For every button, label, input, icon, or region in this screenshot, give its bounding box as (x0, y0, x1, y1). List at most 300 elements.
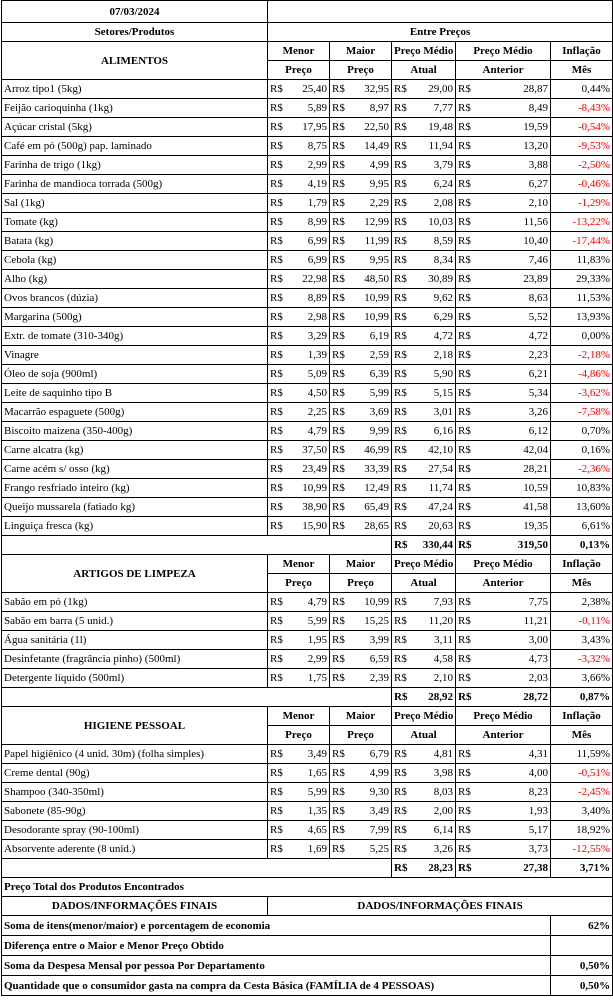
avg-current-price: 11,74 (409, 479, 456, 498)
currency-symbol: R$ (268, 479, 285, 498)
final-data-header-row (2, 897, 613, 916)
inflation-value: -4,86% (551, 365, 613, 384)
product-name: Sabonete (85-90g) (2, 802, 268, 821)
product-row (2, 479, 613, 498)
avg-previous-header: Preço Médio (456, 555, 551, 574)
min-price-header: Preço (268, 574, 330, 593)
currency-symbol: R$ (456, 80, 473, 99)
inflation-value: -0,54% (551, 118, 613, 137)
avg-current-price: 47,24 (409, 498, 456, 517)
avg-current-header: Atual (392, 574, 456, 593)
total-products-row (2, 878, 613, 897)
product-row (2, 118, 613, 137)
min-price: 4,50 (285, 384, 330, 403)
currency-symbol: R$ (392, 327, 409, 346)
product-name: Sabão em barra (5 unid.) (2, 612, 268, 631)
total-avg-current: 28,23 (409, 859, 456, 878)
avg-current-header: Atual (392, 61, 456, 80)
min-price: 38,90 (285, 498, 330, 517)
currency-symbol: R$ (268, 612, 285, 631)
avg-current-price: 5,15 (409, 384, 456, 403)
avg-current-price: 4,72 (409, 327, 456, 346)
currency-symbol: R$ (268, 365, 285, 384)
final-data-label: Soma de itens(menor/maior) e porcentagem de economia (2, 916, 551, 936)
final-data-row (2, 936, 613, 956)
currency-symbol: R$ (330, 612, 347, 631)
avg-previous-price: 7,75 (473, 593, 551, 612)
max-price: 28,65 (347, 517, 392, 536)
min-price: 4,19 (285, 175, 330, 194)
inflation-value: 18,92% (551, 821, 613, 840)
max-price: 48,50 (347, 270, 392, 289)
max-price: 33,39 (347, 460, 392, 479)
min-price-header: Menor (268, 42, 330, 61)
product-name: Biscoito maizena (350-400g) (2, 422, 268, 441)
currency-symbol: R$ (456, 194, 473, 213)
min-price: 8,75 (285, 137, 330, 156)
currency-symbol: R$ (392, 384, 409, 403)
product-name: Vinagre (2, 346, 268, 365)
currency-symbol: R$ (392, 612, 409, 631)
final-data-value: 62% (551, 916, 613, 936)
currency-symbol: R$ (392, 498, 409, 517)
avg-previous-price: 8,23 (473, 783, 551, 802)
avg-current-price: 6,14 (409, 821, 456, 840)
avg-current-price: 8,03 (409, 783, 456, 802)
product-name: Sal (1kg) (2, 194, 268, 213)
inflation-value: 13,60% (551, 498, 613, 517)
avg-current-price: 20,63 (409, 517, 456, 536)
product-name: Queijo mussarela (fatiado kg) (2, 498, 268, 517)
max-price-header: Maior (330, 42, 392, 61)
product-row (2, 422, 613, 441)
currency-symbol: R$ (456, 251, 473, 270)
currency-symbol: R$ (268, 745, 285, 764)
max-price-header: Preço (330, 726, 392, 745)
max-price: 3,49 (347, 802, 392, 821)
total-avg-current: 28,92 (409, 688, 456, 707)
avg-current-header: Atual (392, 726, 456, 745)
date-row (2, 1, 613, 23)
currency-symbol: R$ (268, 498, 285, 517)
section-title: ARTIGOS DE LIMPEZA (2, 555, 268, 593)
max-price: 46,99 (347, 441, 392, 460)
currency-symbol: R$ (456, 764, 473, 783)
product-name: Desodorante spray (90-100ml) (2, 821, 268, 840)
currency-symbol: R$ (392, 688, 409, 707)
min-price: 1,75 (285, 669, 330, 688)
currency-symbol: R$ (268, 308, 285, 327)
currency-symbol: R$ (268, 821, 285, 840)
currency-symbol: R$ (456, 688, 473, 707)
min-price: 1,95 (285, 631, 330, 650)
currency-symbol: R$ (456, 498, 473, 517)
currency-symbol: R$ (330, 175, 347, 194)
avg-previous-price: 11,56 (473, 213, 551, 232)
currency-symbol: R$ (392, 764, 409, 783)
min-price: 10,99 (285, 479, 330, 498)
currency-symbol: R$ (456, 232, 473, 251)
currency-symbol: R$ (268, 80, 285, 99)
avg-current-header: Preço Médio (392, 42, 456, 61)
currency-symbol: R$ (330, 745, 347, 764)
currency-symbol: R$ (456, 118, 473, 137)
max-price: 6,59 (347, 650, 392, 669)
avg-previous-price: 8,49 (473, 99, 551, 118)
currency-symbol: R$ (268, 422, 285, 441)
currency-symbol: R$ (330, 289, 347, 308)
avg-previous-price: 19,59 (473, 118, 551, 137)
currency-symbol: R$ (456, 327, 473, 346)
avg-current-price: 10,03 (409, 213, 456, 232)
avg-previous-price: 28,21 (473, 460, 551, 479)
max-price: 32,95 (347, 80, 392, 99)
avg-previous-price: 3,88 (473, 156, 551, 175)
currency-symbol: R$ (268, 232, 285, 251)
product-name: Café em pó (500g) pap. laminado (2, 137, 268, 156)
final-data-header: DADOS/INFORMAÇÕES FINAIS (268, 897, 613, 916)
min-price: 8,99 (285, 213, 330, 232)
product-row (2, 365, 613, 384)
avg-current-price: 4,81 (409, 745, 456, 764)
inflation-header: Inflação (551, 707, 613, 726)
final-data-row (2, 956, 613, 976)
avg-previous-price: 2,03 (473, 669, 551, 688)
inflation-value: -2,45% (551, 783, 613, 802)
currency-symbol: R$ (392, 745, 409, 764)
max-price: 5,25 (347, 840, 392, 859)
min-price: 17,95 (285, 118, 330, 137)
product-name: Papel higiênico (4 unid. 30m) (folha simples) (2, 745, 268, 764)
inflation-value: -17,44% (551, 232, 613, 251)
min-price: 5,99 (285, 612, 330, 631)
currency-symbol: R$ (456, 612, 473, 631)
product-row (2, 821, 613, 840)
max-price: 3,69 (347, 403, 392, 422)
avg-previous-price: 4,73 (473, 650, 551, 669)
product-row (2, 99, 613, 118)
currency-symbol: R$ (392, 194, 409, 213)
currency-symbol: R$ (330, 840, 347, 859)
max-price: 10,99 (347, 593, 392, 612)
avg-previous-price: 6,21 (473, 365, 551, 384)
avg-previous-price: 13,20 (473, 137, 551, 156)
section-title: ALIMENTOS (2, 42, 268, 80)
avg-previous-price: 5,17 (473, 821, 551, 840)
currency-symbol: R$ (268, 118, 285, 137)
currency-symbol: R$ (330, 403, 347, 422)
product-row (2, 631, 613, 650)
sectors-header: Setores/Produtos (2, 23, 268, 42)
currency-symbol: R$ (392, 460, 409, 479)
max-price: 65,49 (347, 498, 392, 517)
currency-symbol: R$ (456, 536, 473, 555)
avg-previous-price: 6,12 (473, 422, 551, 441)
currency-symbol: R$ (268, 289, 285, 308)
currency-symbol: R$ (268, 99, 285, 118)
inflation-value: -1,29% (551, 194, 613, 213)
currency-symbol: R$ (456, 650, 473, 669)
min-price: 1,69 (285, 840, 330, 859)
currency-symbol: R$ (392, 137, 409, 156)
avg-current-price: 3,79 (409, 156, 456, 175)
product-row (2, 194, 613, 213)
currency-symbol: R$ (268, 384, 285, 403)
product-row (2, 840, 613, 859)
avg-current-header: Preço Médio (392, 707, 456, 726)
product-name: Arroz tipo1 (5kg) (2, 80, 268, 99)
between-prices-header: Entre Preços (268, 23, 613, 42)
inflation-value: -2,50% (551, 156, 613, 175)
product-name: Macarrão espaguete (500g) (2, 403, 268, 422)
avg-previous-price: 4,00 (473, 764, 551, 783)
avg-previous-price: 28,87 (473, 80, 551, 99)
currency-symbol: R$ (268, 327, 285, 346)
min-price-header: Preço (268, 726, 330, 745)
section-header-row (2, 707, 613, 726)
avg-previous-price: 2,23 (473, 346, 551, 365)
product-row (2, 346, 613, 365)
currency-symbol: R$ (330, 137, 347, 156)
max-price-header: Preço (330, 574, 392, 593)
min-price-header: Menor (268, 555, 330, 574)
inflation-header: Mês (551, 726, 613, 745)
min-price: 3,29 (285, 327, 330, 346)
inflation-value: 13,93% (551, 308, 613, 327)
currency-symbol: R$ (392, 821, 409, 840)
currency-symbol: R$ (330, 99, 347, 118)
min-price: 2,99 (285, 156, 330, 175)
currency-symbol: R$ (456, 422, 473, 441)
inflation-header: Inflação (551, 555, 613, 574)
inflation-value: -2,36% (551, 460, 613, 479)
avg-previous-header: Anterior (456, 726, 551, 745)
product-name: Absorvente aderente (8 unid.) (2, 840, 268, 859)
avg-current-price: 3,26 (409, 840, 456, 859)
product-name: Leite de saquinho tipo B (2, 384, 268, 403)
final-data-value (551, 936, 613, 956)
product-row (2, 517, 613, 536)
product-name: Ovos brancos (dúzia) (2, 289, 268, 308)
currency-symbol: R$ (456, 384, 473, 403)
currency-symbol: R$ (456, 441, 473, 460)
min-price: 23,49 (285, 460, 330, 479)
currency-symbol: R$ (268, 460, 285, 479)
currency-symbol: R$ (330, 346, 347, 365)
inflation-value: -8,43% (551, 99, 613, 118)
avg-current-price: 3,11 (409, 631, 456, 650)
avg-current-price: 2,00 (409, 802, 456, 821)
empty-cell (2, 859, 392, 878)
max-price: 8,97 (347, 99, 392, 118)
currency-symbol: R$ (330, 593, 347, 612)
product-name: Desinfetante (fragrância pinho) (500ml) (2, 650, 268, 669)
product-row (2, 175, 613, 194)
avg-current-price: 8,34 (409, 251, 456, 270)
max-price: 4,99 (347, 156, 392, 175)
currency-symbol: R$ (392, 251, 409, 270)
currency-symbol: R$ (268, 213, 285, 232)
max-price: 11,99 (347, 232, 392, 251)
avg-previous-header: Anterior (456, 574, 551, 593)
product-name: Shampoo (340-350ml) (2, 783, 268, 802)
currency-symbol: R$ (330, 213, 347, 232)
product-row (2, 251, 613, 270)
avg-previous-price: 4,72 (473, 327, 551, 346)
inflation-value: -3,32% (551, 650, 613, 669)
avg-current-price: 2,10 (409, 669, 456, 688)
avg-current-price: 5,90 (409, 365, 456, 384)
inflation-value: 3,66% (551, 669, 613, 688)
inflation-value: 11,83% (551, 251, 613, 270)
section-total-row (2, 688, 613, 707)
currency-symbol: R$ (268, 175, 285, 194)
currency-symbol: R$ (392, 156, 409, 175)
section-header-row (2, 555, 613, 574)
min-price: 2,25 (285, 403, 330, 422)
currency-symbol: R$ (456, 308, 473, 327)
inflation-value: -3,62% (551, 384, 613, 403)
currency-symbol: R$ (456, 517, 473, 536)
min-price: 3,49 (285, 745, 330, 764)
min-price: 4,79 (285, 422, 330, 441)
max-price: 6,79 (347, 745, 392, 764)
total-products-label: Preço Total dos Produtos Encontrados (2, 878, 613, 897)
product-row (2, 764, 613, 783)
product-row (2, 745, 613, 764)
currency-symbol: R$ (392, 802, 409, 821)
min-price: 4,79 (285, 593, 330, 612)
currency-symbol: R$ (456, 346, 473, 365)
currency-symbol: R$ (330, 308, 347, 327)
currency-symbol: R$ (456, 365, 473, 384)
currency-symbol: R$ (392, 441, 409, 460)
currency-symbol: R$ (330, 384, 347, 403)
currency-symbol: R$ (330, 517, 347, 536)
min-price: 5,09 (285, 365, 330, 384)
currency-symbol: R$ (456, 840, 473, 859)
avg-previous-price: 5,34 (473, 384, 551, 403)
product-name: Feijão carioquinha (1kg) (2, 99, 268, 118)
currency-symbol: R$ (330, 821, 347, 840)
avg-current-price: 27,54 (409, 460, 456, 479)
max-price: 9,30 (347, 783, 392, 802)
product-row (2, 270, 613, 289)
min-price: 37,50 (285, 441, 330, 460)
max-price-header: Maior (330, 555, 392, 574)
max-price: 2,39 (347, 669, 392, 688)
avg-current-price: 6,24 (409, 175, 456, 194)
product-name: Batata (kg) (2, 232, 268, 251)
min-price: 6,99 (285, 251, 330, 270)
inflation-value: 0,00% (551, 327, 613, 346)
avg-previous-price: 3,26 (473, 403, 551, 422)
avg-previous-price: 4,31 (473, 745, 551, 764)
avg-previous-price: 19,35 (473, 517, 551, 536)
currency-symbol: R$ (456, 631, 473, 650)
currency-symbol: R$ (330, 479, 347, 498)
product-name: Carne acém s/ osso (kg) (2, 460, 268, 479)
currency-symbol: R$ (392, 517, 409, 536)
inflation-value: -0,11% (551, 612, 613, 631)
product-name: Carne alcatra (kg) (2, 441, 268, 460)
currency-symbol: R$ (392, 270, 409, 289)
currency-symbol: R$ (456, 460, 473, 479)
min-price: 1,65 (285, 764, 330, 783)
inflation-value: 0,16% (551, 441, 613, 460)
currency-symbol: R$ (268, 346, 285, 365)
inflation-value: 10,83% (551, 479, 613, 498)
total-avg-previous: 319,50 (473, 536, 551, 555)
product-name: Óleo de soja (900ml) (2, 365, 268, 384)
product-row (2, 137, 613, 156)
total-inflation: 3,71% (551, 859, 613, 878)
avg-previous-price: 6,27 (473, 175, 551, 194)
product-name: Alho (kg) (2, 270, 268, 289)
product-name: Farinha de trigo (1kg) (2, 156, 268, 175)
inflation-value: -12,55% (551, 840, 613, 859)
product-name: Água sanitária (1l) (2, 631, 268, 650)
currency-symbol: R$ (268, 631, 285, 650)
currency-symbol: R$ (330, 194, 347, 213)
avg-current-price: 6,16 (409, 422, 456, 441)
inflation-value: 11,59% (551, 745, 613, 764)
max-price: 14,49 (347, 137, 392, 156)
product-name: Detergente líquido (500ml) (2, 669, 268, 688)
currency-symbol: R$ (268, 441, 285, 460)
currency-symbol: R$ (392, 422, 409, 441)
product-row (2, 593, 613, 612)
currency-symbol: R$ (392, 593, 409, 612)
currency-symbol: R$ (392, 80, 409, 99)
max-price: 2,29 (347, 194, 392, 213)
currency-symbol: R$ (392, 308, 409, 327)
max-price: 9,95 (347, 251, 392, 270)
product-row (2, 612, 613, 631)
final-data-label: Quantidade que o consumidor gasta na compra da Cesta Básica (FAMÍLIA de 4 PESSOAS) (2, 976, 551, 996)
price-table (1, 0, 613, 996)
currency-symbol: R$ (330, 802, 347, 821)
currency-symbol: R$ (456, 745, 473, 764)
currency-symbol: R$ (330, 650, 347, 669)
total-avg-previous: 28,72 (473, 688, 551, 707)
inflation-value: -7,58% (551, 403, 613, 422)
final-data-value: 0,50% (551, 956, 613, 976)
currency-symbol: R$ (268, 593, 285, 612)
currency-symbol: R$ (392, 840, 409, 859)
avg-previous-price: 2,10 (473, 194, 551, 213)
currency-symbol: R$ (330, 631, 347, 650)
min-price: 2,98 (285, 308, 330, 327)
currency-symbol: R$ (456, 403, 473, 422)
avg-current-price: 19,48 (409, 118, 456, 137)
avg-previous-price: 11,21 (473, 612, 551, 631)
currency-symbol: R$ (268, 137, 285, 156)
max-price-header: Maior (330, 707, 392, 726)
currency-symbol: R$ (268, 764, 285, 783)
avg-previous-price: 41,58 (473, 498, 551, 517)
avg-current-price: 7,93 (409, 593, 456, 612)
section-total-row (2, 536, 613, 555)
max-price: 4,99 (347, 764, 392, 783)
currency-symbol: R$ (330, 270, 347, 289)
currency-symbol: R$ (456, 137, 473, 156)
currency-symbol: R$ (268, 802, 285, 821)
currency-symbol: R$ (456, 859, 473, 878)
currency-symbol: R$ (268, 403, 285, 422)
currency-symbol: R$ (456, 593, 473, 612)
currency-symbol: R$ (456, 175, 473, 194)
